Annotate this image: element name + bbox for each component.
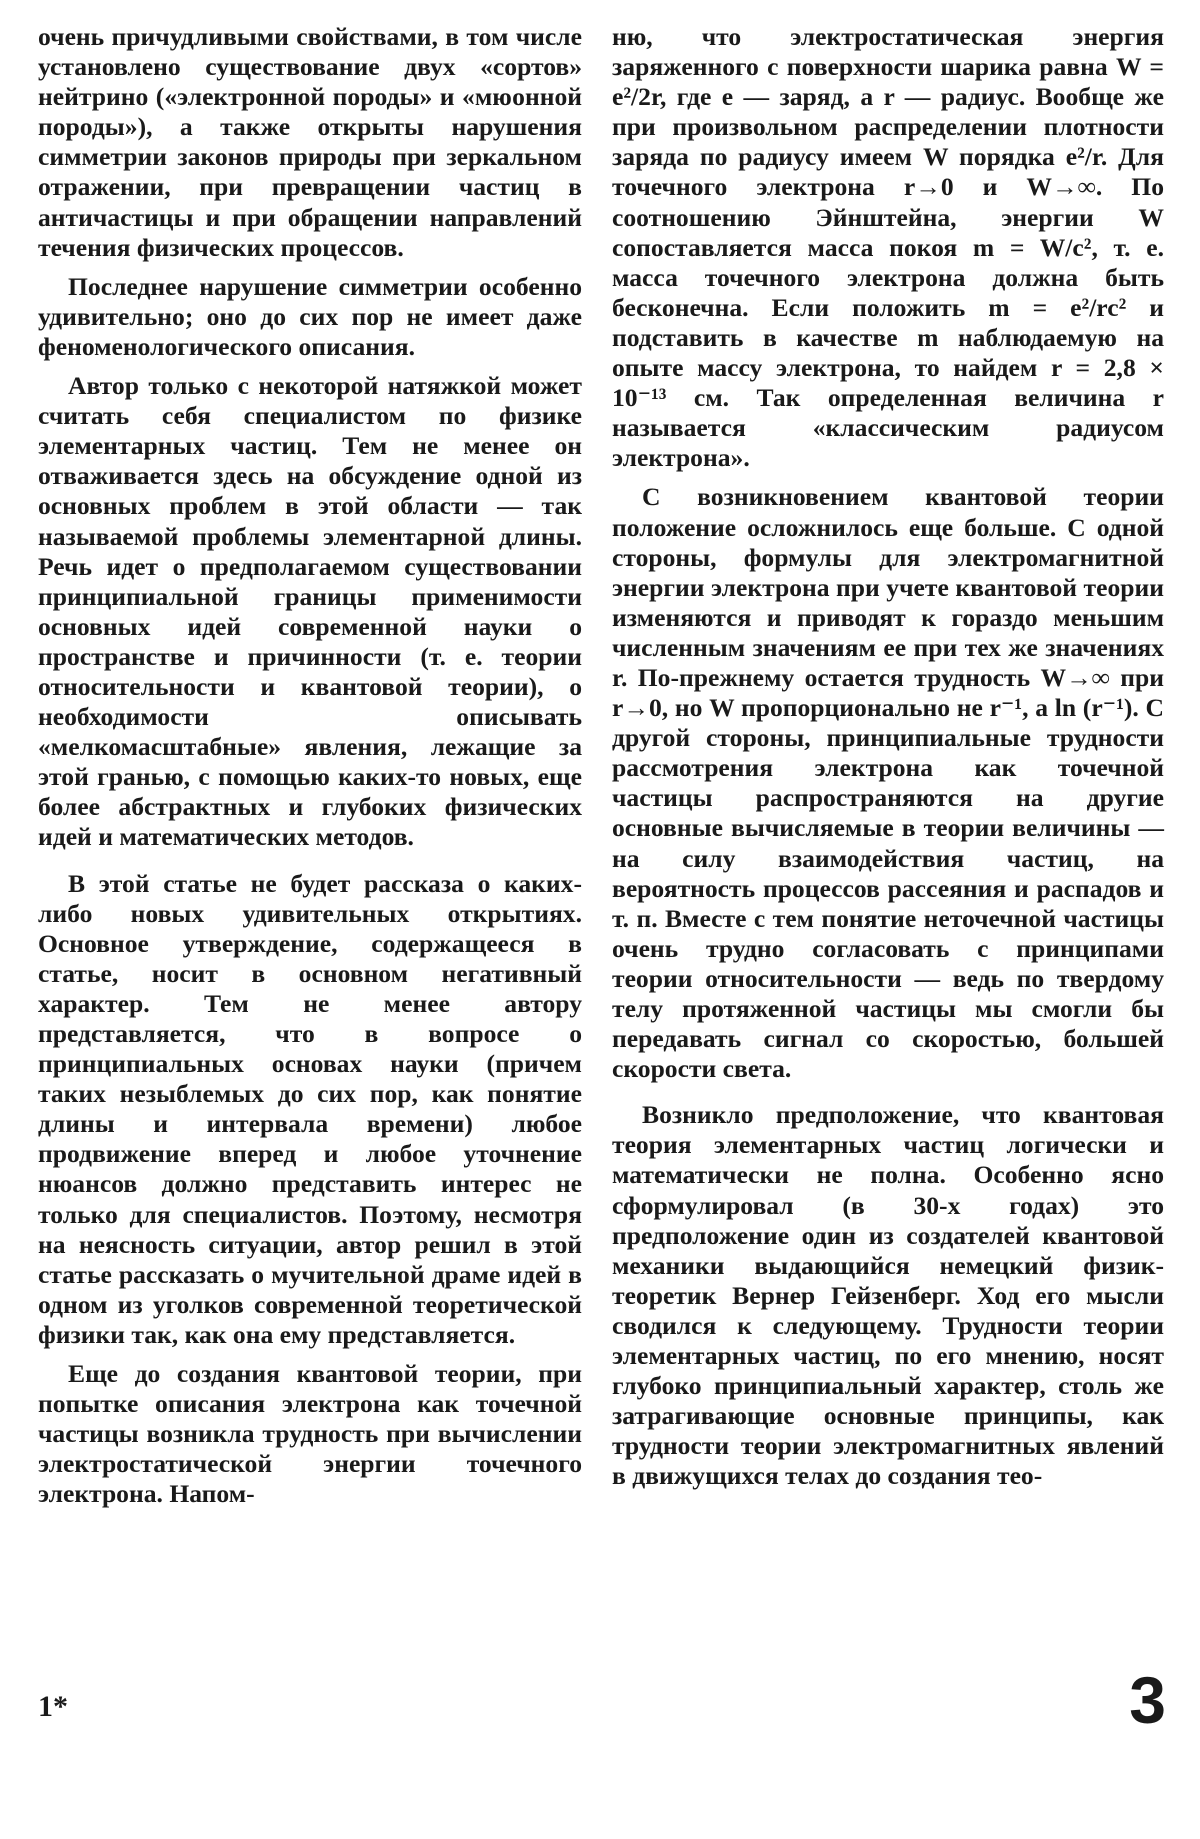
- right-column: [612, 22, 1164, 1501]
- page-number: 3: [1129, 1663, 1166, 1737]
- paragraph: Возникло предположение, что квантовая теория элементарных частиц логически и математически не полна. Особенно ясно сформулировал (в 30-х годах) это предположение один из создателей квантовой механики выдающийся немецкий физик-теоретик Вернер Гейзенберг. Ход его мысли сводился к следующему. Трудности теории элементарных частиц, по его мнению, носят глубоко принципиальный характер, столь же затрагивающие основные принципы, как трудности теории электромагнитных явлений в движущихся телах до создания тео-: [612, 1100, 1164, 1491]
- paragraph: С возникновением квантовой теории положение осложнилось еще больше. С одной стороны, формулы для электромагнитной энергии электрона при учете квантовой теории изменяются и приводят к гораздо меньшим численным значениям ее при тех же значениях r. По-прежнему остается трудность W→∞ при r→0, но W пропорционально не r⁻¹, а ln (r⁻¹). С другой стороны, принципиальные трудности рассмотрения электрона как точечной частицы распространяются на другие основные вычисляемые в теории величины — на силу взаимодействия частиц, на вероятность процессов рассеяния и распадов и т. п. Вместе с тем понятие неточечной частицы очень трудно согласовать с принципами теории относительности — ведь по твердому телу протяженной частицы мы смогли бы передавать сигнал со скоростью, большей скорости света.: [612, 482, 1164, 1084]
- paragraph: В этой статье не будет рассказа о каких-либо новых удивительных открытиях. Основное утверждение, содержащееся в статье, носит в основном негативный характер. Тем не менее автору представляется, что в вопросе о принципиальных основах науки (причем таких незыблемых до сих пор, как понятие длины и интервала времени) любое продвижение вперед и любое уточнение нюансов должно представить интерес не только для специалистов. Поэтому, несмотря на неясность ситуации, автор решил в этой статье рассказать о мучительной драме идей в одном из уголков современной теоретической физики так, как она ему представляется.: [38, 868, 582, 1349]
- paragraph: очень причудливыми свойствами, в том числе установлено существование двух «сортов» нейтрино («электронной породы» и «мюонной породы»), а также открыты нарушения симметрии законов природы при зеркальном отражении, при превращении частиц в античастицы и при обращении направлений течения физических процессов.: [38, 22, 582, 262]
- signature-mark: 1*: [38, 1690, 68, 1723]
- paragraph: Автор только с некоторой натяжкой может считать себя специалистом по физике элементарных частиц. Тем не менее он отваживается здесь на обсуждение одной из основных проблем в этой области — так называемой проблемы элементарной длины. Речь идет о предполагаемом существовании принципиальной границы применимости основных идей современной науки о пространстве и причинности (т. е. теории относительности и квантовой теории), о необходимости описывать «мелкомасштабные» явления, лежащие за этой гранью, с помощью каких-то новых, еще более абстрактных и глубоких физических идей и математических методов.: [38, 371, 582, 852]
- left-column: [38, 22, 582, 1519]
- paragraph: Последнее нарушение симметрии особенно удивительно; оно до сих пор не имеет даже феноменологического описания.: [38, 271, 582, 361]
- paragraph: Еще до создания квантовой теории, при попытке описания электрона как точечной частицы возникла трудность при вычислении электростатической энергии точечного электрона. Напом-: [38, 1359, 582, 1509]
- paragraph: ню, что электростатическая энергия заряженного с поверхности шарика равна W = e²/2r, где e — заряд, а r — радиус. Вообще же при произвольном распределении плотности заряда по радиусу имеем W порядка e²/r. Для точечного электрона r→0 и W→∞. По соотношению Эйнштейна, энергии W сопоставляется масса покоя m = W/c², т. е. масса точечного электрона должна быть бесконечна. Если положить m = e²/rc² и подставить в качестве m наблюдаемую на опыте массу электрона, то найдем r = 2,8 × 10⁻¹³ см. Так определенная величина r называется «классическим радиусом электрона».: [612, 22, 1164, 473]
